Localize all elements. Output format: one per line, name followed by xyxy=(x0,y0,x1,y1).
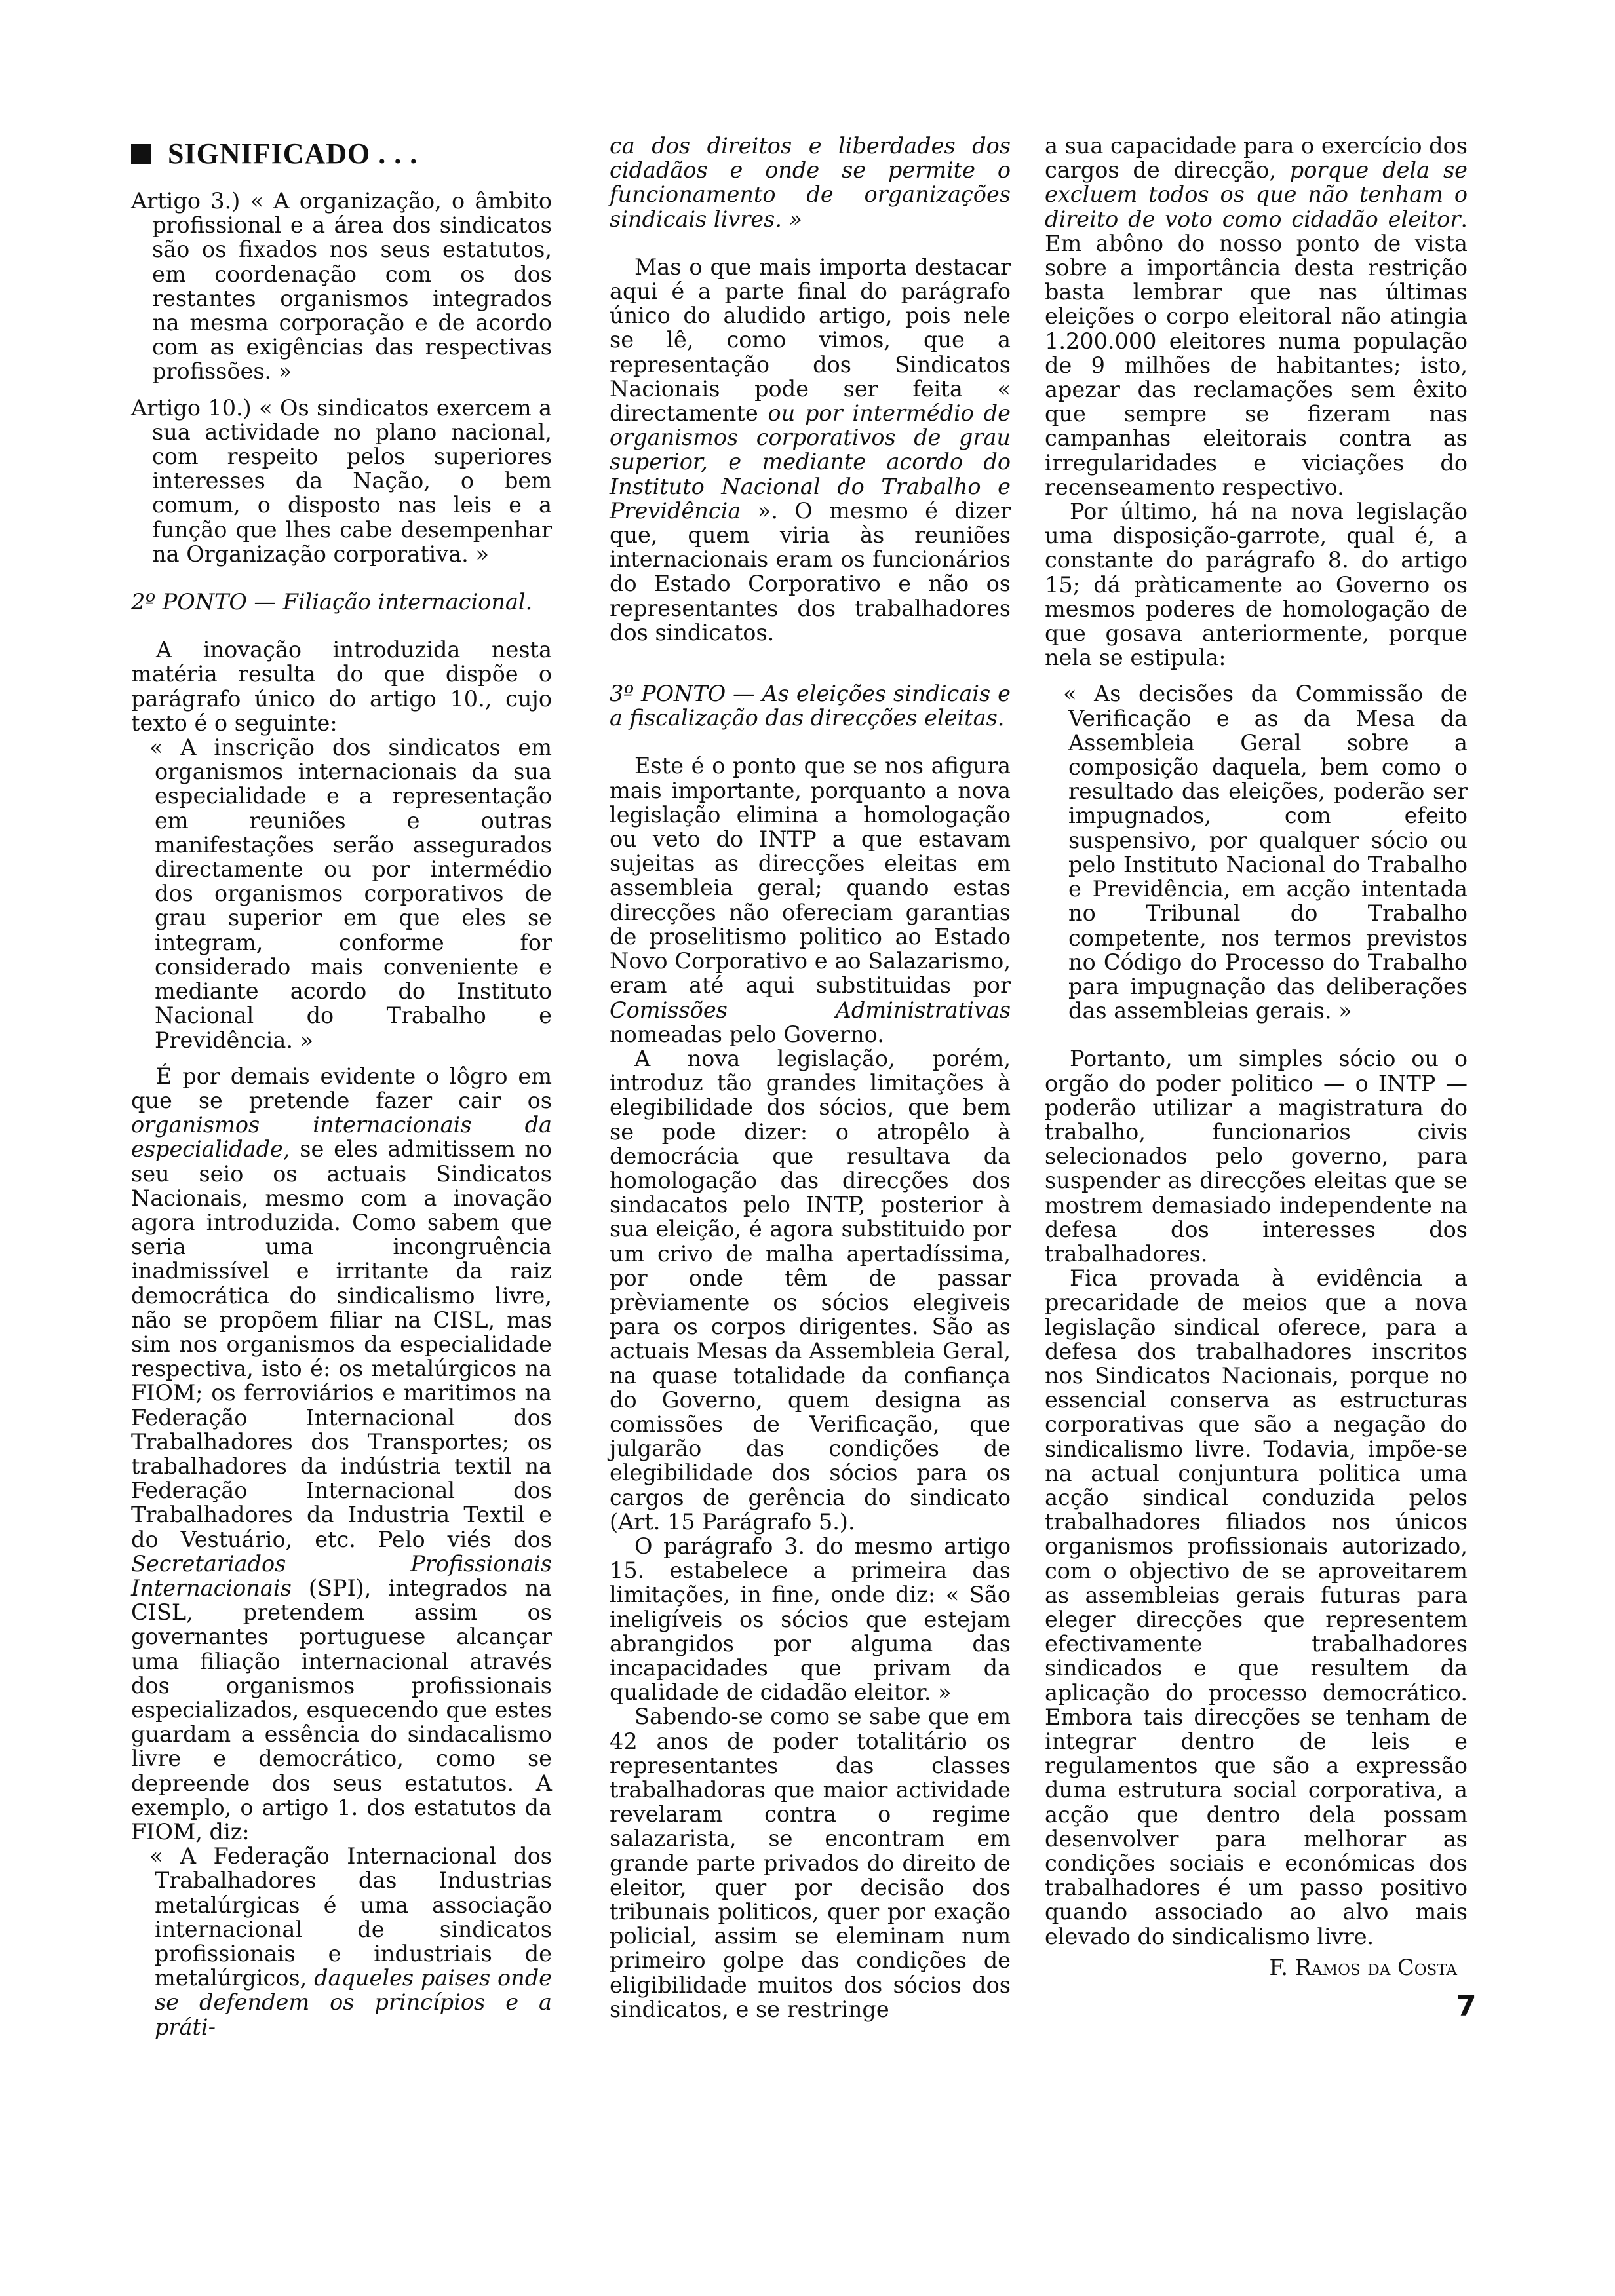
column-2 xyxy=(610,134,1011,2021)
paragraph: O parágrafo 3. do mesmo artigo 15. estabelece a primeira das limitações, in fine, onde diz: « São ineligíveis os sócios que estejam abrangidos por alguma das incapacidades que privam da qualidade de cidadão eleitor. » xyxy=(610,1533,1011,1706)
page-number: 7 xyxy=(1456,1989,1477,2023)
paragraph: A inovação introduzida nesta matéria resulta do que dispõe o parágrafo único do artigo 10., cujo texto é o seguinte: xyxy=(131,637,552,736)
square-bullet-icon xyxy=(131,144,151,164)
paragraph: Fica provada à evidência a precaridade de meios que a nova legislação sindical oferece, para a defesa dos trabalhadores inscritos nos Sindicatos Nacionais, porque no essencial conserva as estructuras corporativas que são a negação do sindicalismo livre. Todavia, impõe-se na actual conjuntura politica uma acção sindical conduzida pelos trabalhadores filiados nos únicos organismos profissionais autorizado, com o objectivo de se aproveitarem as assembleias gerais futuras para eleger direcções que representem efectivamente trabalhadores sindicados e que resultem da aplicação do processo democrático. Embora tais direcções se tenham de integrar dentro de leis e regulamentos que são a expressão duma estrutura social corporativa, a acção que dentro dela possam desenvolver para melhorar as condições sociais e económicas dos trabalhadores é um passo positivo quando associado ao alvo mais elevado do sindicalismo livre. xyxy=(1045,1265,1468,1949)
column-1 xyxy=(131,138,552,2039)
section-2-heading: 2º PONTO — Filiação internacional. xyxy=(131,589,533,615)
article-heading xyxy=(131,138,552,170)
article-10-quote: Artigo 10.) « Os sindicatos exercem a sua actividade no plano nacional, com respeito pelos superiores interesses da Nação, o bem comum, o disposto nas leis e a função que lhes cabe desempenhar na Organização corporativa. » xyxy=(131,394,552,567)
paragraph: É por demais evidente o lôgro em que se pretende fazer cair os organismos internacionais da especialidade, se eles admitissem no seu seio os actuais Sindicatos Nacionais, mesmo com a inovação agora introduzida. Como sabem que seria uma incongruência inadmissível e irritante da raiz democrática do sindicalismo livre, não se propõem filiar na CISL, mas sim nos organismos da especialidade respectiva, isto é: os metalúrgicos na FIOM; os ferroviários e maritimos na Federação Internacional dos Trabalhadores dos Transportes; os trabalhadores da indústria textil na Federação Internacional dos Trabalhadores da Industria Textil e do Vestuário, etc. Pelo viés dos Secretariados Profissionais Internacionais (SPI), integrados na CISL, pretendem assim os governantes portuguese alcançar uma filiação internacional através dos organismos profissionais especializados, esquecendo que estes guardam a essência do sindacalismo livre e democrático, como se depreende dos seus estatutos. A exemplo, o artigo 1. dos estatutos da FIOM, diz: xyxy=(131,1063,552,1845)
paragraph: Portanto, um simples sócio ou o orgão do poder politico — o INTP — poderão utilizar a magistratura do trabalho, funcionarios civis selecionados pelo governo, para suspender as direcções eleitas que se mostrem demasiado independente na defesa dos interesses dos trabalhadores. xyxy=(1045,1046,1468,1267)
column-3 xyxy=(1045,134,1468,1980)
paragraph: Este é o ponto que se nos afigura mais importante, porquanto a nova legislação elimina a homologação ou veto do INTP a que estavam sujeitas as direcções eleitas em assembleia geral; quando estas direcções não ofereciam garantias de proselitismo politico ao Estado Novo Corporativo e ao Salazarismo, eram até aqui substituidas por Comissões Administrativas nomeadas pelo Governo. xyxy=(610,753,1011,1047)
paragraph: Por último, há na nova legislação uma disposição-garrote, qual é, a constante do parágrafo 8. do artigo 15; dá pràticamente ao Governo os mesmos poderes de homologação de que gosava anteriormente, porque nela se estipula: xyxy=(1045,499,1468,671)
section-3-heading: 3º PONTO — As eleições sindicais e a fiscalização das direcções eleitas. xyxy=(610,681,1011,731)
paragraph: Sabendo-se como se sabe que em 42 anos de poder totalitário os representantes das classes trabalhadoras que maior actividade revelaram contra o regime salazarista, se encontram em grande parte privados do direito de eleitor, quer por decisão dos tribunais politicos, quer por exação policial, assim se eleminam num primeiro golpe das condições de eligibilidade muitos dos sócios dos sindicatos, e se restringe xyxy=(610,1704,1011,2022)
paragraph: a sua capacidade para o exercício dos cargos de direcção, porque dela se excluem todos os que não tenham o direito de voto como cidadão eleitor. Em abôno do nosso ponto de vista sobre a importância desta restrição basta lembrar que nas últimas eleições o corpo eleitoral não atingia 1.200.000 eleitores numa população de 9 milhões de habitantes; isto, apezar das reclamações sem êxito que sempre se fizeram nas campanhas eleitorais contra as irregularidades e viciações do recenseamento respectivo. xyxy=(1045,133,1468,500)
article-3-quote: Artigo 3.) « A organização, o âmbito profissional e a área dos sindicatos são os fixados nos seus estatutos, em coordenação com os dos restantes organismos integrados na mesma corporação e de acordo com as exigências das respectivas profissões. » xyxy=(131,188,552,385)
author-signature: F. Ramos da Costa xyxy=(1269,1954,1457,1980)
paragraph: A nova legislação, porém, introduz tão grandes limitações à elegibilidade dos sócios, que bem se pode dizer: o atropêlo à democrácia que resultava da homologação das direcções dos sindacatos pelo INTP, posterior à sua eleição, é agora substituido por um crivo de malha apertadíssima, por onde têm de passar prèviamente os sócios elegiveis para os corpos dirigentes. São as actuais Mesas da Assembleia Geral, na quase totalidade da confiança do Governo, quem designa as comissões de Verificação, que julgarão das condições de elegibilidade dos sócios para os cargos de gerência do sindicato (Art. 15 Parágrafo 5.). xyxy=(610,1045,1011,1535)
quote-paragraph: « A inscrição dos sindicatos em organismos internacionais da sua especialidade e a representação em reuniões e outras manifestações serão assegurados directamente ou por intermédio dos organismos corporativos de grau superior em que eles se integram, conforme for considerado mais conveniente e mediante acordo do Instituto Nacional do Trabalho e Previdência. » xyxy=(149,735,552,1053)
quote-continuation: ca dos direitos e liberdades dos cidadãos e onde se permite o funcionamento de organizações sindicais livres. » xyxy=(610,133,1011,232)
heading-text: SIGNIFICADO . . . xyxy=(168,138,418,170)
quote-paragraph: « A Federação Internacional dos Trabalhadores das Industrias metalúrgicas é uma associação internacional de sindicatos profissionais e industriais de metalúrgicos, daqueles paises onde se defendem os princípios e a práti- xyxy=(149,1843,552,2040)
paragraph: Mas o que mais importa destacar aqui é a parte final do parágrafo único do aludido artigo, pois nele se lê, como vimos, que a representação dos Sindicatos Nacionais pode ser feita « directamente ou por intermédio de organismos corporativos de grau superior, e mediante acordo do Instituto Nacional do Trabalho e Previdência ». O mesmo é dizer que, quem viria às reuniões internacionais eram os funcionários do Estado Corporativo e não os representantes dos trabalhadores dos sindicatos. xyxy=(610,254,1011,645)
quote-paragraph: « As decisões da Commissão de Verificação e as da Mesa da Assembleia Geral sobre a composição daquela, bem como o resultado das eleições, poderão ser impugnados, com efeito suspensivo, por qualquer sócio ou pelo Instituto Nacional do Trabalho e Previdência, em acção intentada no Tribunal do Trabalho competente, nos termos previstos no Código do Processo do Trabalho para impugnação das deliberações das assembleias gerais. » xyxy=(1063,681,1468,1024)
